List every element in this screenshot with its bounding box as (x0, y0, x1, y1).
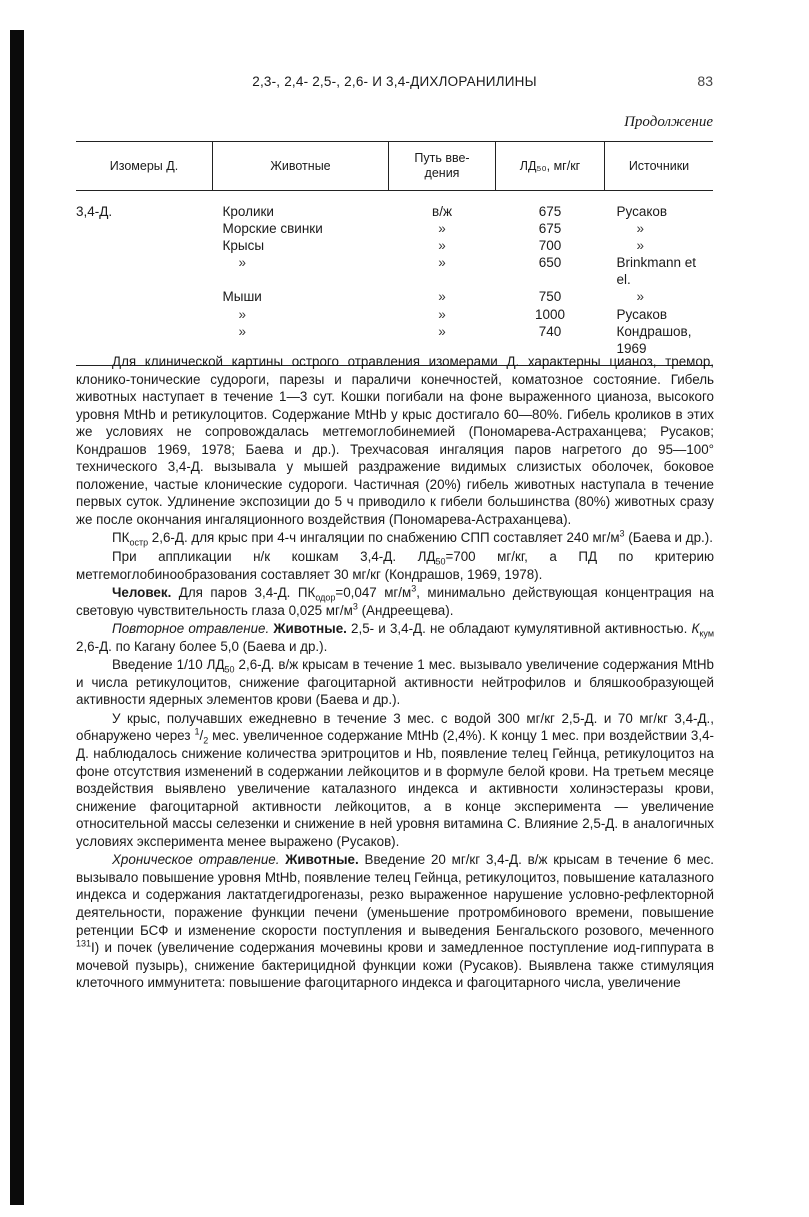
cell-source: » (636, 289, 645, 305)
col-header-ld50: ЛД₅₀, мг/кг (496, 142, 605, 191)
section-label-repeated: Повторное отравление. (112, 621, 270, 637)
col-header-route-text: Путь вве- дения (414, 151, 470, 180)
cell-isomer (76, 288, 213, 305)
cell-route: » (438, 238, 446, 254)
cell-animal: Морские свинки (222, 221, 323, 237)
cell-ld50: 675 (538, 221, 562, 237)
table-row (76, 237, 713, 254)
cell-ld50: 750 (538, 289, 562, 305)
cell-isomer: 3,4-Д. (76, 204, 113, 219)
table-row (76, 191, 713, 221)
paragraph-rats-three-months: У крыс, получавших ежедневно в течение 3 мес. с водой 300 мг/кг 2,5-Д. и 70 мг/кг 3,4-Д., обнаружено через $^1/_2$ мес. увеличенное содержание MtHb (2,4%). К концу 1 мес. при воздействии 3,4-Д. наблюдалось снижение количества эритроцитов и Hb, появление телец Гейнца, ретикулоцитоз на фоне отсутствия изменений в содержании лейкоцитов и в формуле белой крови. На третьем месяце воздействия выявлено увеличение каталазного индекса и активности холинэстеразы крови, снижение фагоцитарной активности лейкоцитов, а в конце эксперимента — увеличение относительной массы селезенки и снижение в ней уровня витамина C. Влияние 2,5-Д. в аналогичных условиях эксперимента менее выражено (Русаков). (76, 710, 714, 849)
cell-route: в/ж (432, 204, 452, 219)
table-row (76, 220, 713, 237)
cell-animal: » (238, 255, 247, 271)
cell-source: Brinkmann et el. (616, 255, 697, 288)
cell-isomer (76, 254, 213, 288)
cell-route: » (438, 221, 446, 237)
section-label-human: Человек. (112, 585, 172, 601)
paragraph-human: Человек. Для паров 3,4-Д. $ПК_{одор}=0,047$ $мг/м^3$, минимально действующая концентрация на световую чувствительность глаза 0,025 $мг/м^3$ (Андреещева). (76, 583, 714, 618)
section-label-animals: Животные. (269, 621, 347, 637)
cell-source: » (636, 238, 645, 254)
cell-ld50: 700 (538, 238, 562, 254)
table-header-row (76, 142, 713, 191)
cell-animal: Крысы (222, 238, 265, 254)
cell-source: Русаков (616, 204, 668, 219)
cell-isomer (76, 220, 213, 237)
cell-animal: » (238, 306, 247, 322)
paragraph-pk-acute: $ПК_{остр}$ 2,6-Д. для крыс при 4-ч ингаляции по снабжению СПП составляет 240 $мг/м^3$ (Баева и др.). (112, 529, 713, 549)
table-continuation-label: Продолжение (624, 114, 713, 130)
cell-ld50: 1000 (534, 306, 566, 322)
cell-ld50: 675 (538, 204, 562, 219)
cell-isomer (76, 306, 213, 323)
body-text (76, 353, 714, 992)
cell-animal: Кролики (222, 204, 274, 219)
section-label-animals: Животные. (279, 852, 359, 868)
cell-route: » (438, 255, 446, 271)
cell-ld50: 650 (538, 255, 562, 271)
col-header-animals: Животные (213, 142, 389, 191)
cell-animal: » (238, 323, 247, 339)
paragraph-repeated-poisoning: Повторное отравление. Животные. 2,5- и 3,4-Д. не обладают кумулятивной активностью. $К_{кум}$ 2,6-Д. по Кагану более 5,0 (Баева и др.). (76, 621, 714, 654)
book-spine-shadow (10, 30, 24, 1205)
paragraph-ld50-fraction: Введение 1/10 $ЛД_{50}$ 2,6-Д. в/ж крысам в течение 1 мес. вызывало увеличение содержания MtHb и числа ретикулоцитов, снижение фагоцитарной активности нейтрофилов и бляшкообразующей активности ядерных элементов крови (Баева и др.). (76, 657, 714, 708)
cell-route: » (438, 323, 446, 339)
table-row (76, 306, 713, 323)
table-row (76, 254, 713, 288)
cell-source: Кондрашов, 1969 (616, 323, 692, 356)
paragraph-dermal-application: При аппликации н/к кошкам 3,4-Д. $ЛД_{50}=700$ мг/кг, а ПД по критерию метгемоглобинообразования составляет 30 мг/кг (Кондрашов, 1969, 1978). (76, 549, 714, 582)
col-header-route (389, 142, 496, 191)
cell-animal: Мыши (222, 289, 262, 305)
col-header-sources: Источники (605, 142, 714, 191)
page-number: 83 (697, 73, 713, 89)
paragraph-acute-clinical: Для клинической картины острого отравления изомерами Д. характерны цианоз, тремор, клонико-тонические судороги, парезы и параличи конечностей, коматозное состояние. Гибель животных наступает в течение 1—3 сут. Кошки погибали на фоне выраженного цианоза, высокого уровня MtHb и ретикулоцитов. Содержание MtHb у крыс достигало 60—80%. Гибель кроликов в этих же условиях не сопровождалась метгемоглобинемией (Пономарева-Астраханцева; Русаков; Кондрашов 1969, 1978; Баева и др.). Трехчасовая ингаляция паров нагретого до 95—100° технического 3,4-Д. вызывала у мышей раздражение видимых слизистых оболочек, боковое положение, частые клонические судороги. Частичная (20%) гибель животных наступала в течение первых суток. Удлинение экспозиции до 5 ч приводило к гибели большинства (80%) животных сразу же после окончания ингаляционного воздействия (Пономарева-Астраханцева). (76, 354, 714, 527)
col-header-isomers: Изомеры Д. (76, 142, 213, 191)
ld50-table (76, 141, 713, 366)
cell-ld50: 740 (538, 323, 562, 339)
table-row (76, 288, 713, 305)
paragraph-chronic-poisoning: Хроническое отравление. Животные. Введение 20 мг/кг 3,4-Д. в/ж крысам в течение 6 мес. вызывало повышение уровня MtHb, появление телец Гейнца, ретикулоцитоз, повышение каталазного индекса и содержания лактатдегидрогеназы, резко выраженное нарушение условно-рефлекторной деятельности, поражение функции печени (уменьшение протромбинового времени, повышение ретенции БСФ и изменение скорости поступления и выведения Бенгальского розового, меченного $^{131}$I) и почек (увеличение содержания мочевины крови и замедленное поступление иод-гиппурата в мочевой пузырь), снижение бактерицидной функции кожи (Русаков). Выявлена также стимуляция клеточного иммунитета: повышение фагоцитарного индекса и фагоцитарного числа, увеличение (76, 852, 714, 991)
running-title: 2,3-, 2,4- 2,5-, 2,6- И 3,4-ДИХЛОРАНИЛИНЫ (252, 74, 537, 89)
cell-source: Русаков (616, 306, 668, 322)
section-label-chronic: Хроническое отравление. (112, 852, 280, 868)
cell-route: » (438, 306, 446, 322)
cell-route: » (438, 289, 446, 305)
cell-source: » (636, 221, 645, 237)
cell-isomer (76, 237, 213, 254)
